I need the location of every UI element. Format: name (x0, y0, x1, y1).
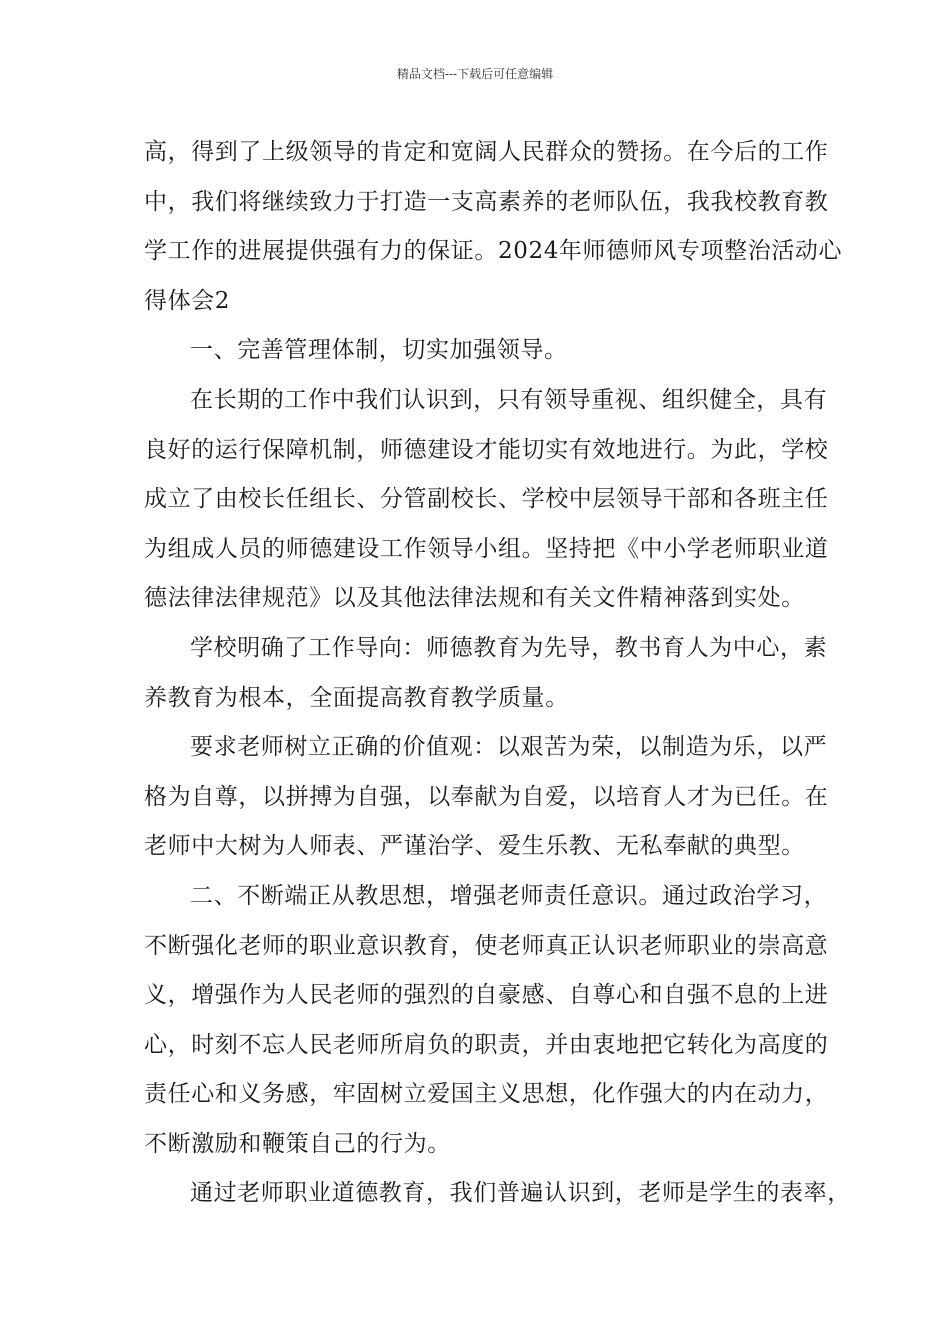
document-body (144, 128, 851, 1219)
text-line: 学校明确了工作导向：师德教育为先导，教书育人为中心，素 (190, 634, 828, 661)
text-line: 通过老师职业道德教育，我们普遍认识到，老师是学生的表率， (190, 1180, 851, 1207)
text-line: 高，得到了上级领导的肯定和宽阔人民群众的赞扬。在今后的工作 (144, 139, 829, 165)
text-line: 成立了由校长任组长、分管副校长、学校中层领导干部和各班主任 (144, 486, 829, 513)
page-header: 精品文档---下载后可任意编辑 (396, 67, 554, 81)
text-line: 不断强化老师的职业意识教育，使老师真正认识老师职业的崇高意 (144, 932, 829, 959)
text-line: 学工作的进展提供强有力的保证。2024年师德师风专项整治活动心 (144, 238, 843, 265)
text-line: 为组成人员的师德建设工作领导小组。坚持把《中小学老师职业道 (144, 535, 829, 562)
text-line: 在长期的工作中我们认识到，只有领导重视、组织健全，具有 (190, 386, 828, 413)
text-line: 德法律法律规范》以及其他法律法规和有关文件精神落到实处。 (144, 585, 805, 612)
text-line: 格为自尊，以拼搏为自强，以奉献为自爱，以培育人才为已任。在 (144, 783, 829, 810)
text-line: 中，我们将继续致力于打造一支高素养的老师队伍，我我校教育教 (144, 188, 829, 215)
text-line: 养教育为根本，全面提高教育教学质量。 (144, 684, 569, 711)
text-line: 要求老师树立正确的价值观：以艰苦为荣，以制造为乐，以严 (190, 734, 828, 761)
text-line: 义，增强作为人民老师的强烈的自豪感、自尊心和自强不息的上进 (144, 982, 829, 1009)
section-heading: 一、完善管理体制，切实加强领导。 (190, 337, 568, 364)
text-line: 心，时刻不忘人民老师所肩负的职责，并由衷地把它转化为高度的 (144, 1031, 829, 1058)
text-line: 得体会2 (144, 287, 231, 314)
text-line: 老师中大树为人师表、严谨治学、爱生乐教、无私奉献的典型。 (144, 833, 805, 860)
text-line: 责任心和义务感，牢固树立爱国主义思想，化作强大的内在动力， (144, 1081, 829, 1108)
text-line: 不断激励和鞭策自己的行为。 (144, 1130, 451, 1157)
section-heading: 二、不断端正从教思想，增强老师责任意识。通过政治学习， (190, 882, 828, 909)
text-line: 良好的运行保障机制，师德建设才能切实有效地进行。为此，学校 (144, 436, 829, 463)
